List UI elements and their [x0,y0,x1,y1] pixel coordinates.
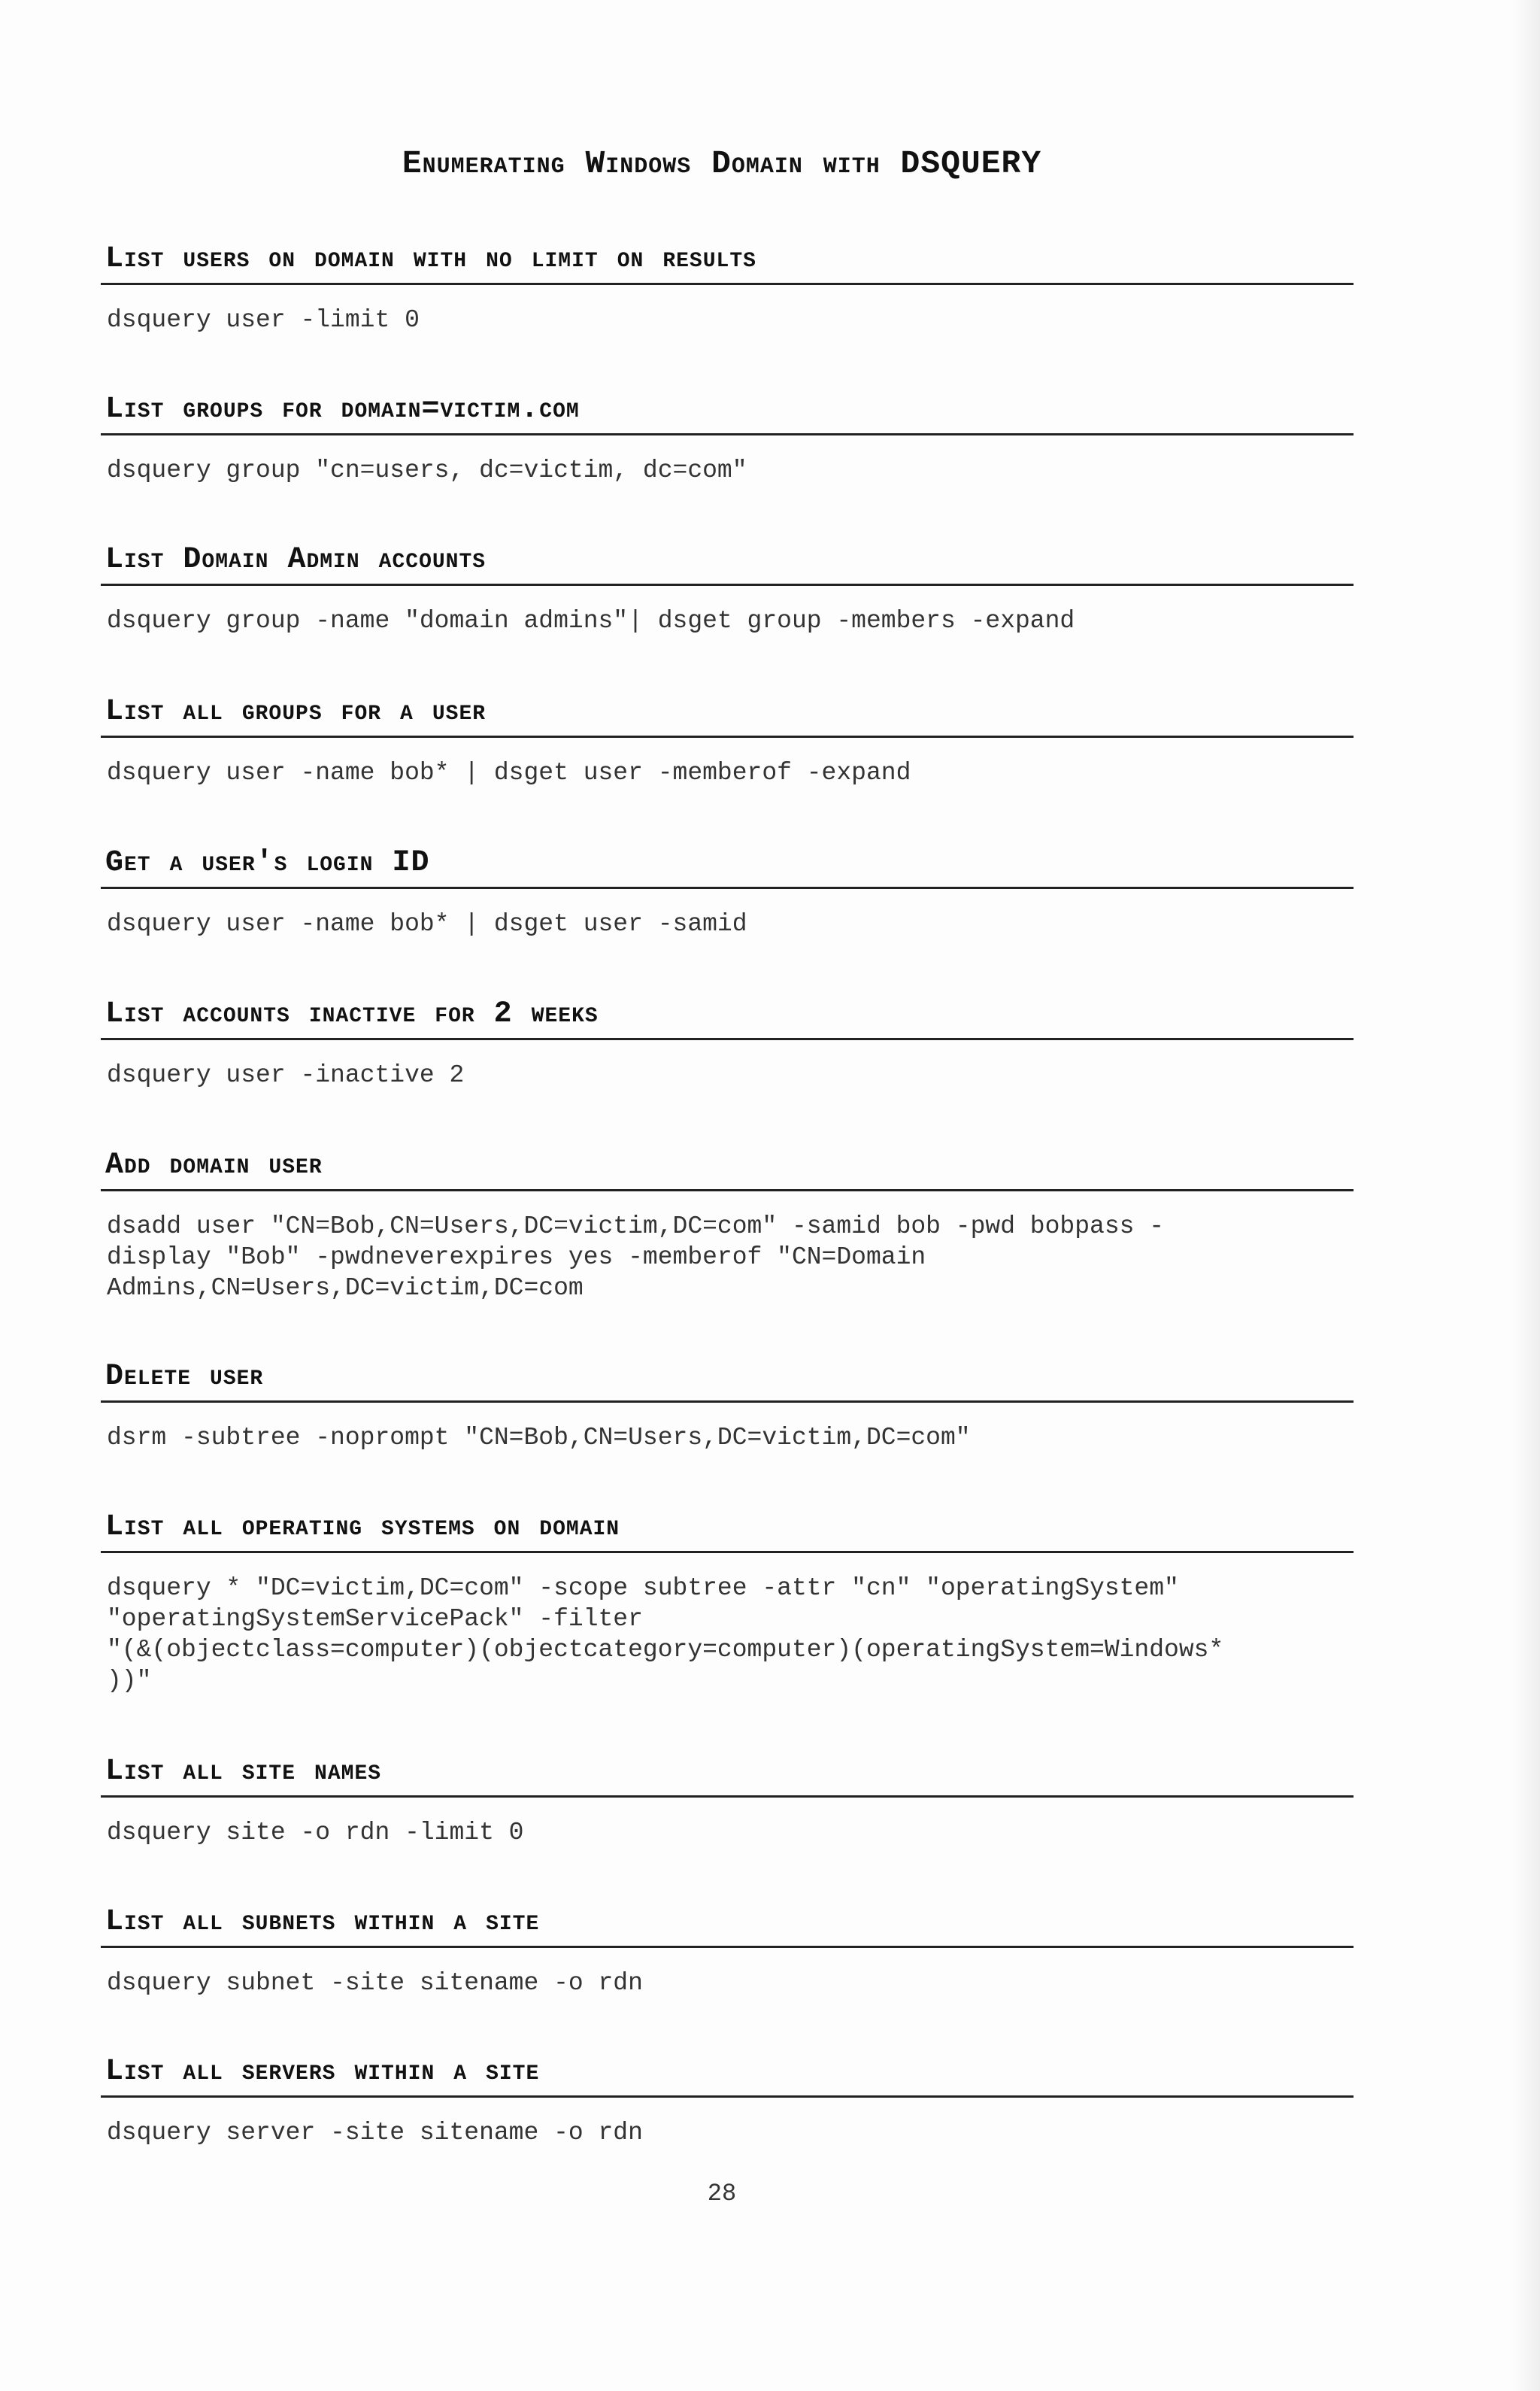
section-list-domain-admins [101,543,1354,636]
section-heading: List users on domain with no limit on results [105,242,756,276]
section-list-servers [101,2055,1354,2148]
section-heading: Delete user [105,1360,264,1394]
section-get-login-id [101,846,1354,939]
command-text: dsquery site -o rdn -limit 0 [107,1819,524,1846]
section-divider [101,1189,1354,1191]
section-list-site-names [101,1755,1354,1848]
section-divider [101,1795,1354,1798]
section-heading: Add domain user [105,1148,323,1182]
section-delete-user [101,1360,1354,1453]
section-divider [101,1946,1354,1948]
section-divider [101,283,1354,285]
section-list-users [101,242,1354,335]
section-list-groups-for-user [101,695,1354,788]
section-add-domain-user [101,1148,1354,1303]
page-title: Enumerating Windows Domain with DSQUERY [402,145,1042,182]
section-divider [101,433,1354,435]
section-heading: List all operating systems on domain [105,1510,620,1544]
section-heading: List groups for domain=victim.com [105,393,580,426]
section-divider [101,736,1354,738]
command-text: dsquery group -name "domain admins"| dsget group -members -expand [107,607,1075,635]
section-heading: Get a user's login ID [105,846,430,880]
section-list-subnets [101,1905,1354,1998]
section-heading: List all groups for a user [105,695,487,729]
section-divider [101,1551,1354,1553]
page-number: 28 [707,2180,737,2207]
section-list-inactive-accounts [101,997,1354,1091]
section-divider [101,1400,1354,1403]
command-text: dsrm -subtree -noprompt "CN=Bob,CN=Users,DC=victim,DC=com" [107,1424,971,1452]
section-heading: List Domain Admin accounts [105,543,487,577]
section-divider [101,887,1354,889]
command-text: dsquery server -site sitename -o rdn [107,2119,643,2147]
section-list-operating-systems [101,1510,1354,1696]
section-heading: List all servers within a site [105,2055,540,2089]
section-heading: List all site names [105,1755,382,1789]
command-text: dsadd user "CN=Bob,CN=Users,DC=victim,DC=com" -samid bob -pwd bobpass - display "Bob" -pwdneverexpires yes -memberof "CN=Domain Admins,CN=Users,DC=victim,DC=com [107,1212,1165,1302]
section-heading: List all subnets within a site [105,1905,540,1939]
section-divider [101,2095,1354,2098]
section-divider [101,584,1354,586]
section-list-groups-for-domain [101,393,1354,486]
command-text: dsquery user -name bob* | dsget user -samid [107,910,747,938]
command-text: dsquery user -name bob* | dsget user -memberof -expand [107,759,911,787]
section-heading: List accounts inactive for 2 weeks [105,997,599,1031]
command-text: dsquery * "DC=victim,DC=com" -scope subtree -attr "cn" "operatingSystem" "operatingSystemServicePack" -filter "(&(objectclass=computer)(objectcategory=computer)(operatingSystem=Windows* ))" [107,1574,1224,1695]
command-text: dsquery subnet -site sitename -o rdn [107,1969,643,1997]
command-text: dsquery user -limit 0 [107,306,420,334]
command-text: dsquery user -inactive 2 [107,1061,465,1089]
section-divider [101,1038,1354,1040]
command-text: dsquery group "cn=users, dc=victim, dc=com" [107,457,747,484]
page-edge-shadow [1513,0,1540,2391]
